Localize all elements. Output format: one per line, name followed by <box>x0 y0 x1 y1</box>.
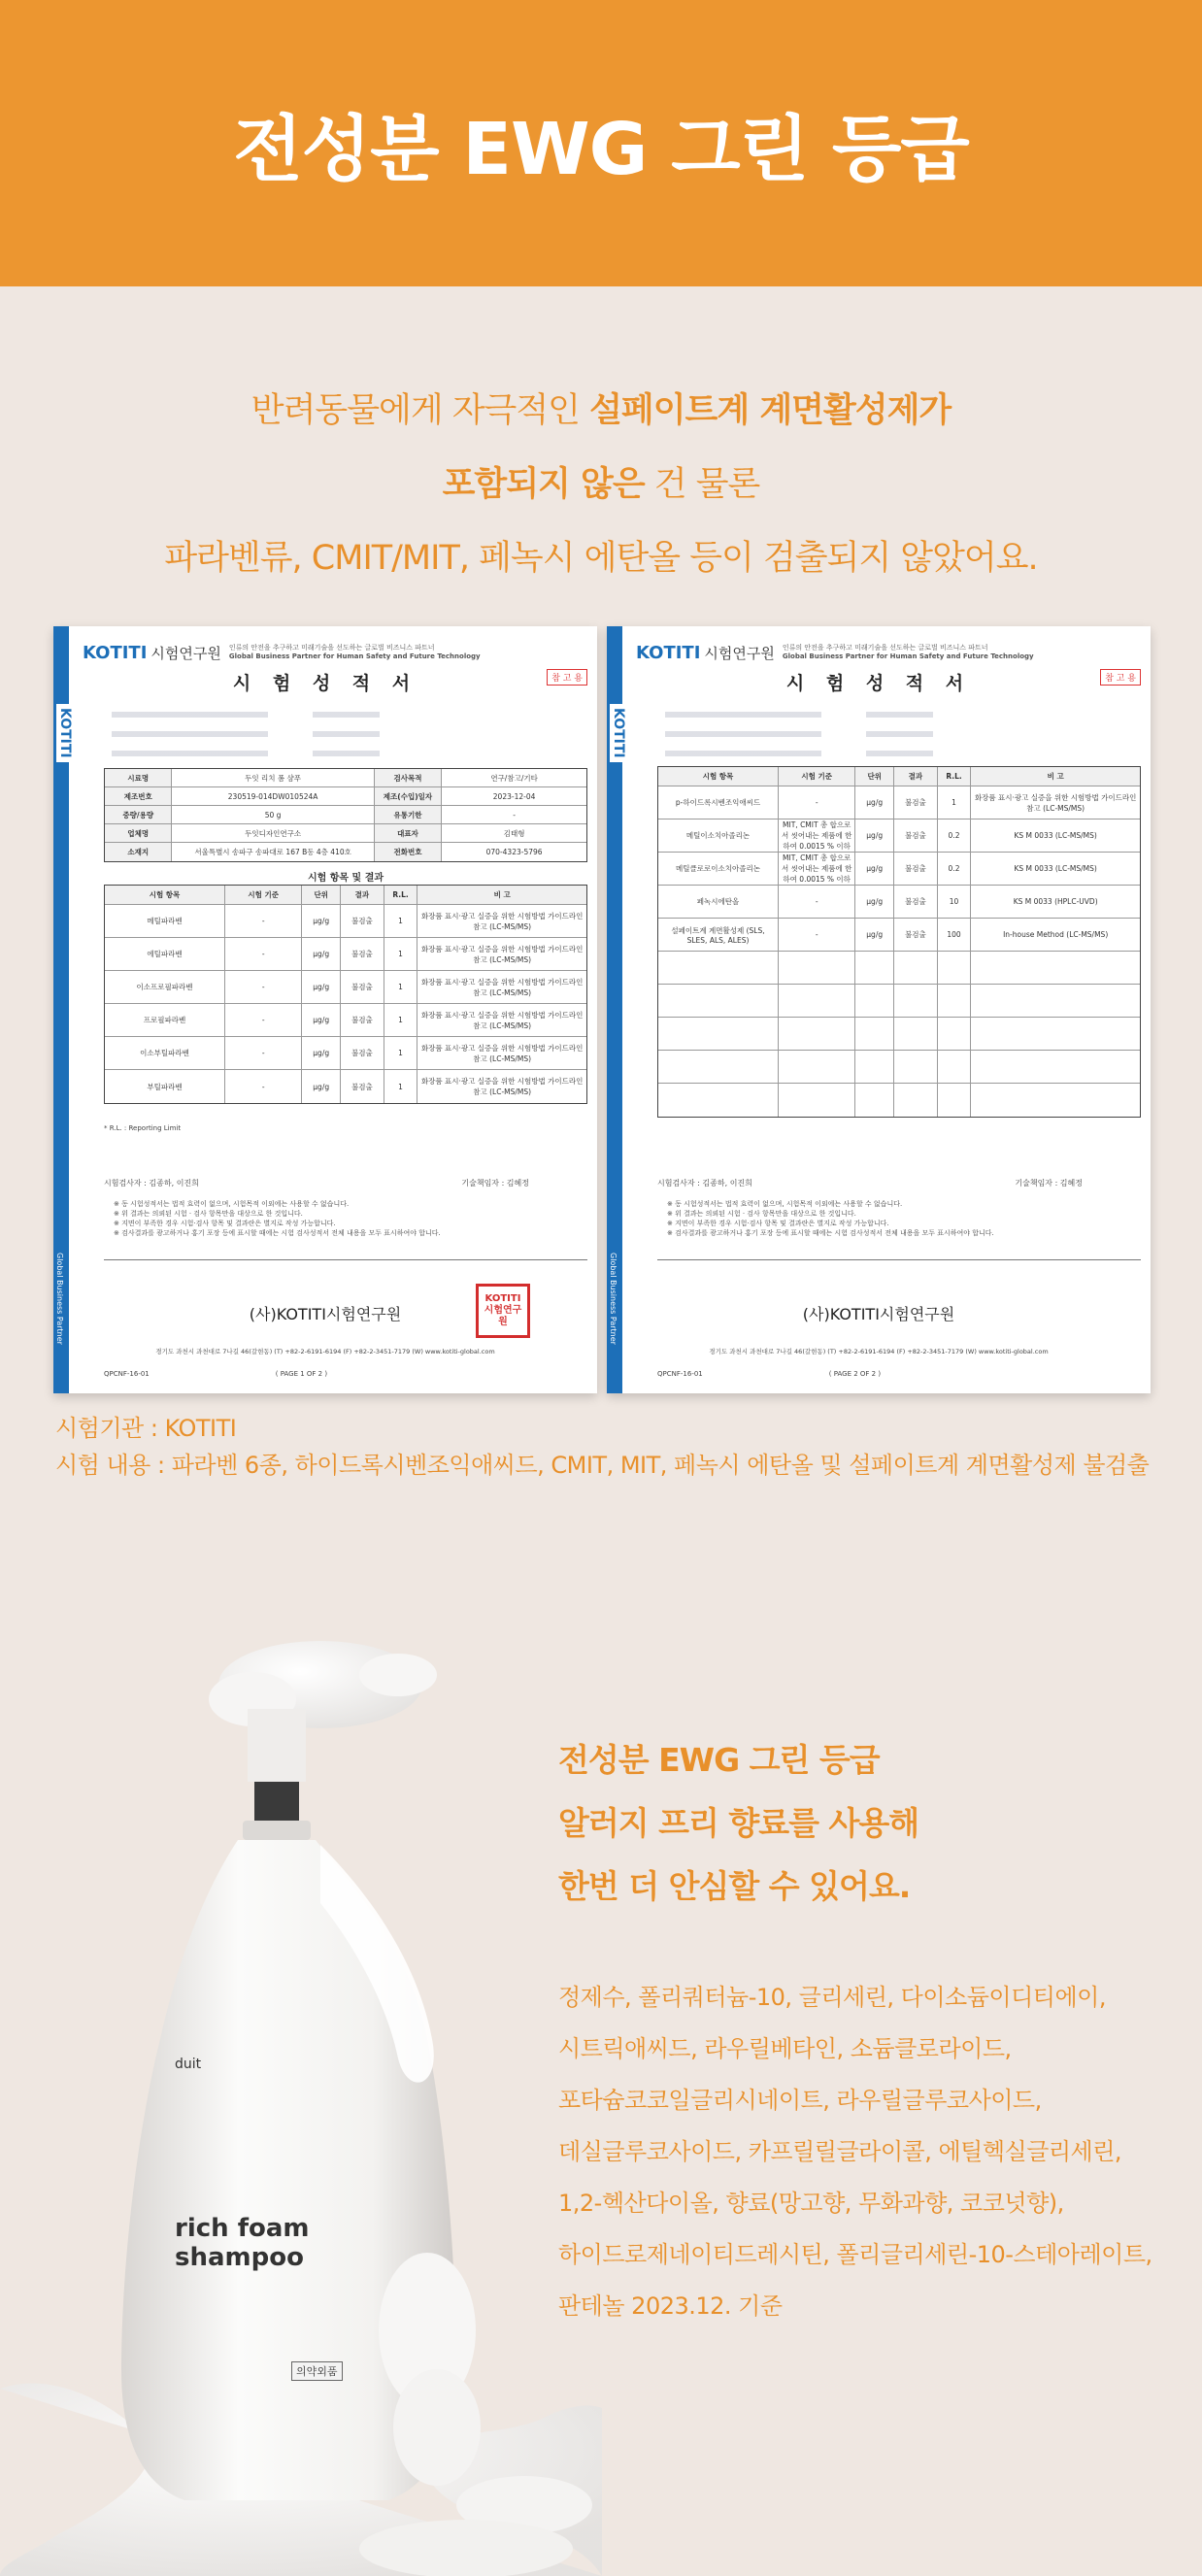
table-cell: 단위 <box>302 886 341 904</box>
table-cell: μg/g <box>302 1070 341 1103</box>
table-cell <box>971 985 1140 1017</box>
table-cell <box>779 1018 855 1050</box>
table-cell: 페녹시에탄올 <box>658 886 779 918</box>
table-cell: 비 고 <box>971 767 1140 786</box>
table-cell <box>971 1051 1140 1083</box>
table-cell: - <box>225 1004 302 1036</box>
table-cell: μg/g <box>302 905 341 937</box>
report-note: ※ 지면이 부족한 경우 시험·검사 항목 및 결과란은 별지로 작성 가능합니다. <box>114 1220 336 1227</box>
reference-badge: 참 고 용 <box>1100 669 1141 686</box>
table-cell: 제조(수입)일자 <box>375 787 442 805</box>
table-cell <box>855 1051 894 1083</box>
table-cell: R.L. <box>384 886 418 904</box>
ewg-headline <box>558 1728 1189 1918</box>
table-cell: 전화번호 <box>375 843 442 861</box>
table-cell: 화장품 표시·광고 실증을 위한 시험방법 가이드라인 참고 (LC-MS/MS) <box>974 792 1137 813</box>
kotiti-logo-kr: 시험연구원 <box>704 644 775 662</box>
table-cell: 0.2 <box>938 820 972 852</box>
signature-row: 시험검사자 : 김종하, 이진희 기술책임자 : 김혜정 <box>104 1179 529 1188</box>
headline-line: 전성분 EWG 그린 등급 <box>558 1741 880 1779</box>
table-cell: 불검출 <box>894 853 938 885</box>
table-row <box>105 824 586 843</box>
table-cell: - <box>779 886 855 918</box>
table-cell: 50 g <box>172 806 374 823</box>
table-cell: μg/g <box>302 938 341 970</box>
institute-address: 경기도 과천시 과천대로 7나길 46(갈현동) (T) +82-2-6191-6194 (F) +82-2-3451-7179 (W) www.kotiti-global.com <box>155 1348 495 1355</box>
footer-divider <box>657 1259 1141 1260</box>
headline-line: 알러지 프리 향료를 사용해 <box>558 1804 919 1842</box>
report-note: ※ 위 결과는 의뢰된 시험 · 검사 항목만을 대상으로 한 것입니다. <box>114 1210 303 1218</box>
table-cell: 시험 기준 <box>225 886 302 904</box>
table-cell <box>855 985 894 1017</box>
table-cell: 시험 기준 <box>779 767 855 786</box>
table-cell <box>894 1051 938 1083</box>
table-cell <box>779 1084 855 1117</box>
table-cell: 이소프로필파라벤 <box>105 971 225 1003</box>
table-row <box>658 1084 1140 1117</box>
table-cell: - <box>225 1070 302 1103</box>
top-banner <box>0 0 1202 286</box>
table-cell: 김태형 <box>503 828 525 838</box>
table-cell: 불검출 <box>341 1037 384 1069</box>
table-row <box>105 1037 586 1070</box>
report-note: ※ 검사결과를 광고하거나 홍기 포장 등에 표시할 때에는 시험 검사성적서 전체 내용을 모두 표시하여야 합니다. <box>667 1229 994 1237</box>
intro-line-1: 반려동물에게 자극적인 설페이트계 계면활성제가 <box>250 391 952 430</box>
table-row <box>105 787 586 806</box>
table-cell <box>894 1018 938 1050</box>
institute-address: 경기도 과천시 과천대로 7나길 46(갈현동) (T) +82-2-6191-6194 (F) +82-2-3451-7179 (W) www.kotiti-global.com <box>709 1348 1049 1355</box>
table-cell: 불검출 <box>341 905 384 937</box>
foam-blob <box>359 2520 573 2576</box>
report-note: ※ 위 결과는 의뢰된 시험 · 검사 항목만을 대상으로 한 것입니다. <box>667 1210 856 1218</box>
table-cell: - <box>225 938 302 970</box>
table-cell: 화장품 표시·광고 실증을 위한 시험방법 가이드라인 참고 (LC-MS/MS) <box>420 1043 584 1063</box>
reference-badge: 참 고 용 <box>547 669 587 686</box>
report-note: ※ 지면이 부족한 경우 시험·검사 항목 및 결과란은 별지로 작성 가능합니다. <box>667 1220 889 1227</box>
table-cell <box>894 985 938 1017</box>
table-cell: μg/g <box>855 786 894 819</box>
table-cell: 1 <box>384 1037 418 1069</box>
table-cell <box>894 1084 938 1117</box>
foam-drip <box>393 2369 481 2486</box>
redacted-lines <box>112 712 558 770</box>
table-cell: 화장품 표시·광고 실증을 위한 시험방법 가이드라인 참고 (LC-MS/MS) <box>420 911 584 931</box>
report-note: ※ 동 시험성적서는 법적 효력이 없으며, 시험목적 이외에는 사용할 수 없습니다. <box>114 1200 350 1208</box>
table-cell: MIT, CMIT 총 합으로서 씻어내는 제품에 한하여 0.0015 % 이하 <box>779 820 855 852</box>
report-slogan: 인류의 안전을 추구하고 미래기술을 선도하는 글로벌 비즈니스 파트너 Global Business Partner for Human Safety and Future Technology <box>782 644 1034 660</box>
table-cell: p-하이드록시벤조익애씨드 <box>658 786 779 819</box>
table-cell: 에틸파라벤 <box>105 938 225 970</box>
table-cell: KS M 0033 (LC-MS/MS) <box>1014 864 1097 873</box>
table-cell: 대표자 <box>375 824 442 842</box>
table-cell <box>938 1051 972 1083</box>
table-cell: 1 <box>384 1070 418 1103</box>
table-cell: 메틸파라벤 <box>105 905 225 937</box>
results-table <box>104 885 587 1104</box>
bottle-brand: duit <box>175 2057 202 2072</box>
table-cell: 시험 항목 <box>105 886 225 904</box>
kotiti-logo: KOTITI <box>83 642 148 663</box>
report-notes <box>667 1199 1131 1238</box>
table-cell: In-house Method (LC-MS/MS) <box>1003 930 1109 939</box>
report-side-stripe <box>607 626 626 1393</box>
table-cell <box>971 1018 1140 1050</box>
table-cell: μg/g <box>855 853 894 885</box>
table-row <box>105 1004 586 1037</box>
report-header <box>636 638 1141 667</box>
table-cell: 불검출 <box>894 786 938 819</box>
stripe-text: Global Business Partner <box>55 1253 64 1345</box>
table-cell <box>855 1084 894 1117</box>
table-cell <box>938 952 972 984</box>
table-cell: 시험 항목 <box>658 767 779 786</box>
bottle-quasi-drug-tag: 의약외품 <box>291 2361 343 2381</box>
test-content: 시험 내용 : 파라벤 6종, 하이드록시벤조익애씨드, CMIT, MIT, 페녹시 에탄올 및 설페이트계 계면활성제 불검출 <box>55 1452 1150 1479</box>
table-cell: 부틸파라벤 <box>105 1070 225 1103</box>
ingredient-line: 데실글루코사이드, 카프릴릴글라이콜, 에틸헥실글리세린, <box>558 2138 1122 2165</box>
table-cell: 유통기한 <box>375 806 442 823</box>
table-cell: KS M 0033 (LC-MS/MS) <box>1014 831 1097 840</box>
table-cell <box>938 1084 972 1117</box>
table-row <box>658 1051 1140 1084</box>
table-row <box>658 786 1140 820</box>
table-cell: 화장품 표시·광고 실증을 위한 시험방법 가이드라인 참고 (LC-MS/MS) <box>420 944 584 964</box>
test-info <box>55 1410 1149 1484</box>
table-row <box>105 1070 586 1103</box>
table-row <box>658 853 1140 886</box>
bottle-svg <box>0 1631 602 2576</box>
sample-info-table <box>104 768 587 862</box>
kotiti-logo: KOTITI <box>636 642 701 663</box>
table-cell <box>971 1084 1140 1117</box>
table-cell: 070-4323-5796 <box>485 848 543 856</box>
table-cell: 불검출 <box>894 886 938 918</box>
results-section-title: 시험 항목 및 결과 <box>307 873 384 884</box>
report-note: ※ 검사결과를 광고하거나 홍기 포장 등에 표시할 때에는 시험 검사성적서 전체 내용을 모두 표시하여야 합니다. <box>114 1229 441 1237</box>
table-cell: 제조번호 <box>105 787 172 805</box>
table-cell: R.L. <box>938 767 972 786</box>
table-cell: - <box>779 786 855 819</box>
table-cell: μg/g <box>855 919 894 951</box>
table-cell: μg/g <box>855 820 894 852</box>
kotiti-logo-kr: 시험연구원 <box>150 644 221 662</box>
table-row <box>658 985 1140 1018</box>
table-cell: 메틸이소치아졸리논 <box>658 820 779 852</box>
table-cell: 단위 <box>855 767 894 786</box>
table-cell <box>658 1051 779 1083</box>
table-cell: 프로필파라벤 <box>105 1004 225 1036</box>
table-cell: 1 <box>384 938 418 970</box>
signature-row: 시험검사자 : 김종하, 이진희 기술책임자 : 김혜정 <box>657 1179 1083 1188</box>
pump-neck <box>254 1782 299 1825</box>
table-cell: 결과 <box>341 886 384 904</box>
table-cell: 100 <box>938 919 972 951</box>
ingredient-line: 시트릭애씨드, 라우릴베타인, 소듐클로라이드, <box>558 2035 1012 2062</box>
report-notes <box>114 1199 578 1238</box>
table-cell: - <box>225 905 302 937</box>
table-cell: μg/g <box>302 1004 341 1036</box>
table-cell <box>779 985 855 1017</box>
table-cell <box>938 985 972 1017</box>
table-row <box>105 769 586 787</box>
table-row <box>658 767 1140 786</box>
table-cell: 불검출 <box>894 820 938 852</box>
table-cell: 화장품 표시·광고 실증을 위한 시험방법 가이드라인 참고 (LC-MS/MS) <box>420 1010 584 1030</box>
table-cell: 화장품 표시·광고 실증을 위한 시험방법 가이드라인 참고 (LC-MS/MS) <box>420 1077 584 1096</box>
table-cell: 두잇 리치 폼 샴푸 <box>172 769 374 786</box>
table-cell <box>658 952 779 984</box>
table-cell: 이소부틸파라벤 <box>105 1037 225 1069</box>
table-cell: 0.2 <box>938 853 972 885</box>
table-cell: 불검출 <box>894 919 938 951</box>
table-cell: - <box>513 810 516 820</box>
table-cell <box>658 1018 779 1050</box>
report-slogan: 인류의 안전을 추구하고 미래기술을 선도하는 글로벌 비즈니스 파트너 Global Business Partner for Human Safety and Future Technology <box>228 644 481 660</box>
stripe-text: Global Business Partner <box>609 1253 618 1345</box>
table-row <box>658 820 1140 853</box>
table-cell: 화장품 표시·광고 실증을 위한 시험방법 가이드라인 참고 (LC-MS/MS) <box>420 977 584 997</box>
table-cell <box>855 1018 894 1050</box>
table-cell: 결과 <box>894 767 938 786</box>
stripe-logo: KOTITI <box>56 704 74 762</box>
intro-line-3: 파라벤류, CMIT/MIT, 페녹시 에탄올 등이 검출되지 않았어요. <box>164 539 1038 578</box>
table-cell: - <box>779 919 855 951</box>
table-cell: 불검출 <box>341 938 384 970</box>
table-cell: μg/g <box>302 971 341 1003</box>
bottle-product-name: rich foam shampoo <box>175 2214 310 2272</box>
table-cell <box>938 1018 972 1050</box>
rl-footnote: * R.L. : Reporting Limit <box>104 1124 182 1132</box>
table-cell <box>779 952 855 984</box>
table-cell: μg/g <box>302 1037 341 1069</box>
headline-line: 한번 더 안심할 수 있어요. <box>558 1867 911 1905</box>
intro-line-2: 포함되지 않은 건 물론 <box>442 465 760 504</box>
test-report-page-2 <box>607 626 1151 1393</box>
ingredient-line: 하이드로제네이티드레시틴, 폴리글리세린-10-스테아레이트, <box>558 2241 1152 2268</box>
table-cell: 1 <box>384 905 418 937</box>
table-cell: 시료명 <box>105 769 172 786</box>
table-cell: 1 <box>384 971 418 1003</box>
table-cell: 연구/참고/기타 <box>490 773 538 783</box>
table-cell: μg/g <box>855 886 894 918</box>
institute-name: (사)KOTITI시험연구원 <box>802 1305 955 1323</box>
ewg-info-section <box>558 1728 1189 2332</box>
table-row <box>105 843 586 861</box>
banner-title: 전성분 EWG 그린 등급 <box>233 107 969 191</box>
table-cell: 10 <box>938 886 972 918</box>
report-title: 시 험 성 적 서 <box>785 673 972 694</box>
test-report-page-1 <box>53 626 597 1393</box>
table-row <box>658 886 1140 919</box>
table-cell <box>779 1051 855 1083</box>
table-cell: 두잇디자인연구소 <box>172 824 374 842</box>
pump-stem <box>248 1709 306 1782</box>
report-side-stripe <box>53 626 73 1393</box>
table-cell: 2023-12-04 <box>492 791 536 801</box>
ingredients-list <box>558 1972 1189 2332</box>
shampoo-bottle-illustration <box>0 1631 602 2576</box>
report-title: 시 험 성 적 서 <box>232 673 418 694</box>
table-row <box>105 905 586 938</box>
table-cell: - <box>225 971 302 1003</box>
table-row <box>658 919 1140 952</box>
table-row <box>105 938 586 971</box>
table-row <box>658 952 1140 985</box>
table-cell: 설페이트계 계면활성제 (SLS, SLES, ALS, ALES) <box>658 919 779 951</box>
ingredient-line: 포타슘코코일글리시네이트, 라우릴글루코사이드, <box>558 2087 1042 2114</box>
table-cell <box>971 952 1140 984</box>
official-seal: KOTITI 시험연구원 <box>476 1284 530 1338</box>
redacted-lines <box>665 712 1112 770</box>
table-cell <box>894 952 938 984</box>
pump-collar <box>243 1821 311 1840</box>
report-page-number: QPCNF-16-01 ( PAGE 2 OF 2 ) <box>657 1370 882 1378</box>
table-row <box>658 1018 1140 1051</box>
ingredient-line: 판테놀 2023.12. 기준 <box>558 2292 783 2320</box>
table-cell: 불검출 <box>341 1004 384 1036</box>
intro-text <box>0 374 1202 595</box>
report-header <box>83 638 587 667</box>
table-cell: 불검출 <box>341 1070 384 1103</box>
table-cell: 검사목적 <box>375 769 442 786</box>
table-cell: 비 고 <box>417 886 586 904</box>
table-cell: 1 <box>938 786 972 819</box>
table-cell: 업체명 <box>105 824 172 842</box>
table-cell: 230519-014DW010524A <box>172 787 374 805</box>
table-row <box>105 806 586 824</box>
table-cell <box>855 952 894 984</box>
report-note: ※ 동 시험성적서는 법적 효력이 없으며, 시험목적 이외에는 사용할 수 없습니다. <box>667 1200 903 1208</box>
table-cell: 중량/용량 <box>105 806 172 823</box>
pump-foam <box>359 1654 437 1696</box>
table-cell <box>658 985 779 1017</box>
table-cell: KS M 0033 (HPLC-UVD) <box>1013 897 1098 906</box>
table-cell: 1 <box>384 1004 418 1036</box>
stripe-logo: KOTITI <box>610 704 627 762</box>
table-row <box>105 971 586 1004</box>
table-cell <box>658 1084 779 1117</box>
report-page-number: QPCNF-16-01 ( PAGE 1 OF 2 ) <box>104 1370 328 1378</box>
table-cell: 메틸클로로이소치아졸리논 <box>658 853 779 885</box>
ingredient-line: 정제수, 폴리쿼터늄-10, 글리세린, 다이소듐이디티에이, <box>558 1984 1106 2011</box>
institute-name: (사)KOTITI시험연구원 <box>249 1305 402 1323</box>
results-table <box>657 766 1141 1118</box>
table-cell: 불검출 <box>341 971 384 1003</box>
table-row <box>105 886 586 905</box>
table-cell: 서울특별시 송파구 송파대로 167 B동 4층 410호 <box>172 843 374 861</box>
footer-divider <box>104 1259 587 1260</box>
table-cell: MIT, CMIT 총 합으로서 씻어내는 제품에 한하여 0.0015 % 이하 <box>779 853 855 885</box>
ingredient-line: 1,2-헥산다이올, 향료(망고향, 무화과향, 코코넛향), <box>558 2190 1064 2217</box>
table-cell: - <box>225 1037 302 1069</box>
test-agency: 시험기관 : KOTITI <box>55 1415 237 1442</box>
table-cell: 소재지 <box>105 843 172 861</box>
